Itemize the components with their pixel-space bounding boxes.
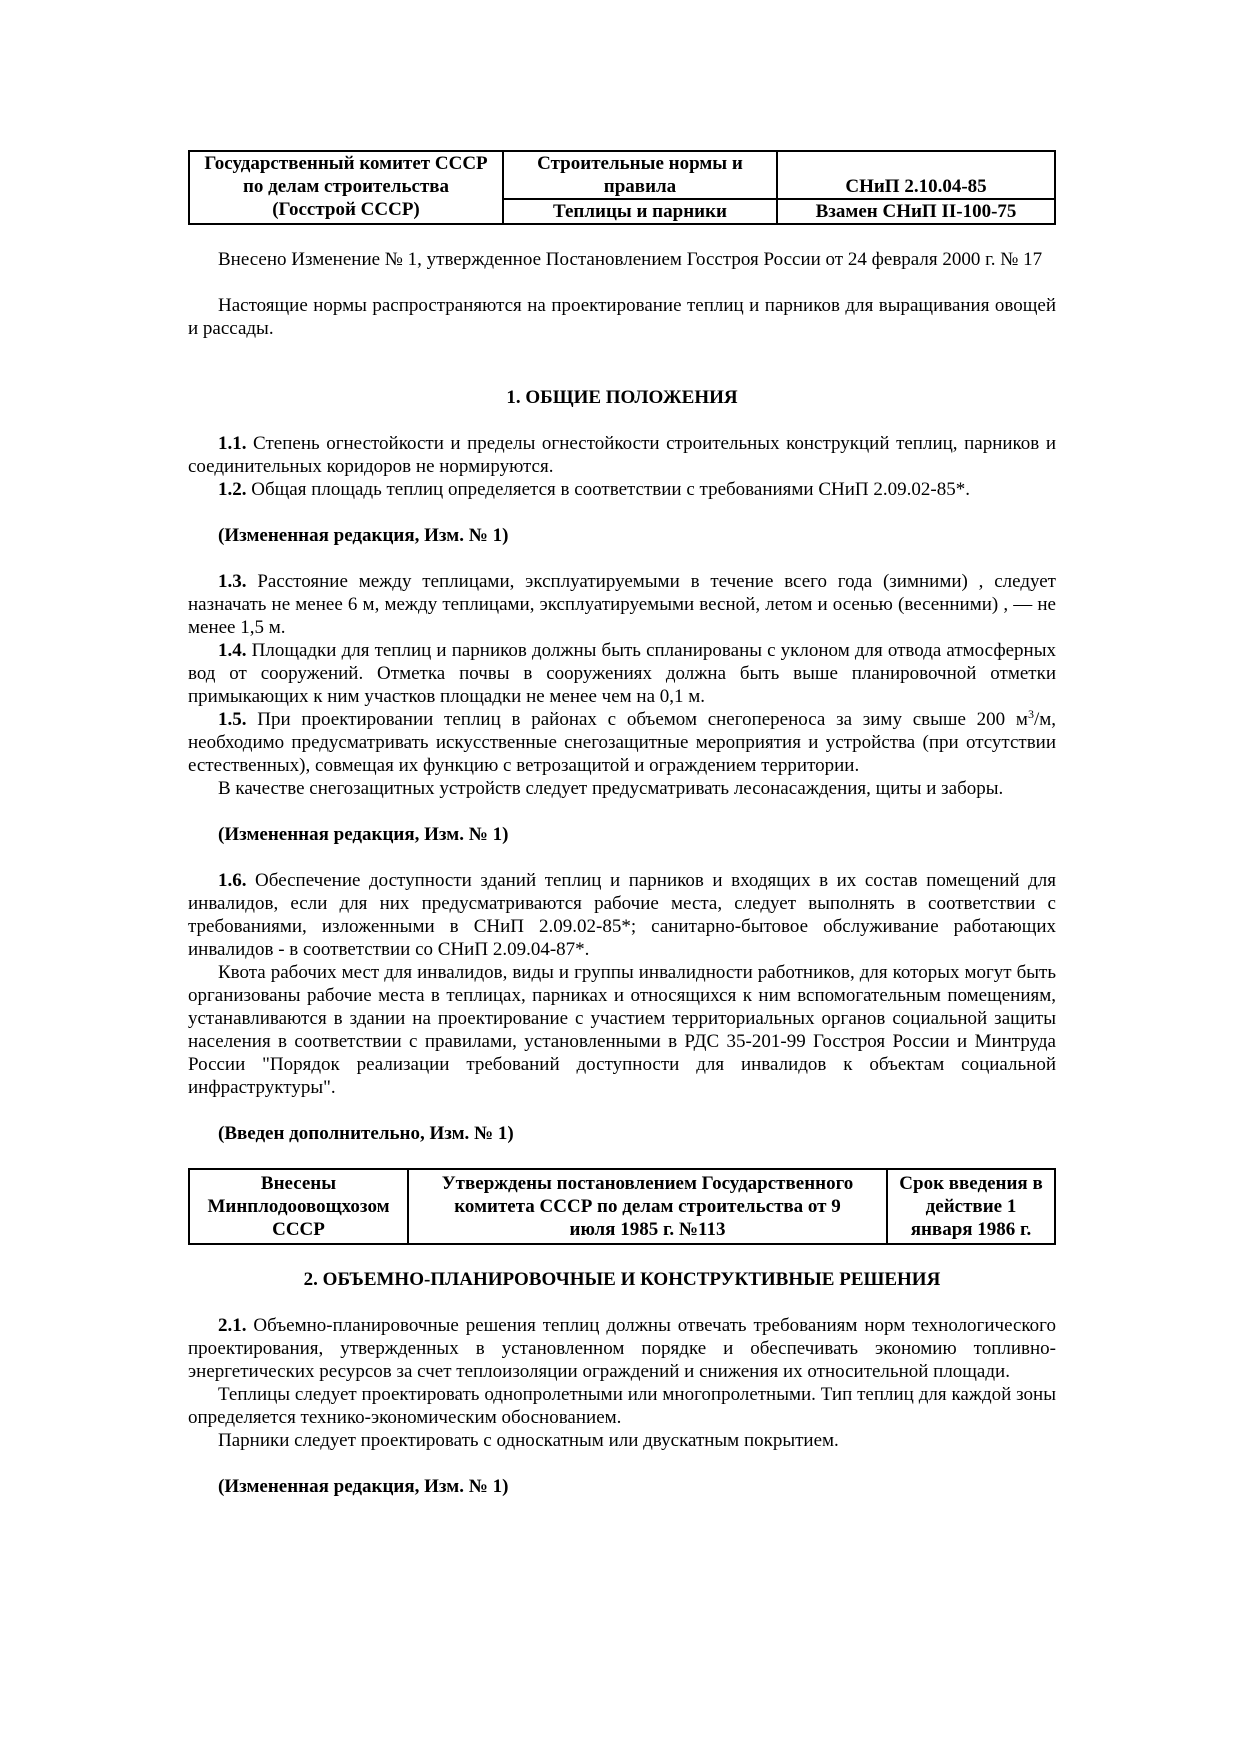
clause-text: Степень огнестойкости и пределы огнестойкости строительных конструкций теплиц, парников и соединительных коридоров не нормируются. [188, 433, 1056, 477]
issuer-line: по делам строительства [242, 176, 450, 197]
addition-note: (Введен дополнительно, Изм. № 1) [218, 1123, 514, 1144]
clause-1-5-continued: В качестве снегозащитных устройств следует предусматривать лесонасаждения, щиты и заборы. [218, 778, 1004, 799]
approved-by-line: июля 1985 г. №113 [569, 1219, 726, 1240]
issuer-cell [189, 151, 503, 224]
amendment-note: Внесено Изменение № 1, утвержденное Постановлением Госстроя России от 24 февраля 2000 г. № 17 [218, 249, 1043, 270]
doc-title: Теплицы и парники [553, 201, 727, 222]
submitted-by-cell [189, 1169, 408, 1244]
clause-text: Расстояние между теплицами, эксплуатируемыми в течение всего года (зимними) , следует назначать не менее 6 м, между теплицами, эксплуатируемыми весной, летом и осенью (весенними) , — не менее 1,5 м. [188, 571, 1056, 638]
clause-text: При проектировании теплиц в районах с объемом снегопереноса за зиму свыше 200 м [246, 709, 1028, 730]
header-table [188, 150, 1056, 225]
approved-by-line: комитета СССР по делам строительства от 9 [454, 1196, 841, 1217]
clause-1-6-continued: Квота рабочих мест для инвалидов, виды и группы инвалидности работников, для которых могут быть организованы рабочие места в теплицах, парниках и относящихся к ним вспомогательным помещениям, устанавливаются в здании на проектирование с участием территориальных органов социальной защиты населения в соответствии с правилами, установленными в РДС 35-201-99 Госстроя России и Минтруда России "Порядок реализации требований доступности для инвалидов к объектам социальной инфраструктуры". [188, 962, 1056, 1098]
clause-text: Объемно-планировочные решения теплиц должны отвечать требованиям норм технологического проектирования, утвержденных в установленном порядке и обеспечивать экономию топливно-энергетических ресурсов за счет теплоизоляции ограждений и снижения их относительной площади. [188, 1315, 1056, 1382]
revision-note: (Измененная редакция, Изм. № 1) [218, 525, 509, 546]
clause-number: 1.6. [218, 870, 247, 891]
clause-2-1-continued: Парники следует проектировать с односкатным или двускатным покрытием. [218, 1430, 839, 1451]
approval-table [188, 1168, 1056, 1245]
clause-text: /м, необходимо предусматривать искусственные снегозащитные мероприятия и устройства (при отсутствии естественных), совмещая их функцию с ветрозащитой и ограждением территории. [188, 709, 1056, 776]
submitted-by-line: СССР [272, 1219, 325, 1240]
section-2-title: 2. ОБЪЕМНО-ПЛАНИРОВОЧНЫЕ И КОНСТРУКТИВНЫЕ РЕШЕНИЯ [303, 1269, 941, 1290]
section-1-title: 1. ОБЩИЕ ПОЛОЖЕНИЯ [506, 387, 738, 408]
issuer-line: (Госстрой СССР) [272, 199, 420, 220]
doc-type-line: Строительные нормы и [537, 153, 743, 174]
clause-1-4 [188, 639, 1056, 708]
clause-number: 1.3. [218, 571, 247, 592]
submitted-by-line: Минплодоовощхозом [207, 1196, 390, 1217]
effective-date-line: января 1986 г. [910, 1219, 1032, 1240]
revision-note: (Измененная редакция, Изм. № 1) [218, 1476, 509, 1497]
replaces-text: Взамен СНиП II-100-75 [815, 201, 1017, 222]
approved-by-cell [408, 1169, 887, 1244]
issuer-line: Государственный комитет СССР [204, 153, 488, 174]
doc-code-cell [777, 151, 1055, 199]
doc-type-line: правила [603, 176, 677, 197]
clause-text: Обеспечение доступности зданий теплиц и парников и входящих в их состав помещений для инвалидов, если для них предусматриваются рабочие места, следует выполнять в соответствии с требованиями, изложенными в СНиП 2.09.02-85*; санитарно-бытовое обслуживание работающих инвалидов - в соответствии со СНиП 2.09.04-87*. [188, 870, 1056, 960]
document-page [188, 150, 1056, 1498]
revision-note: (Измененная редакция, Изм. № 1) [218, 824, 509, 845]
superscript: 3 [1027, 707, 1034, 721]
clause-1-5 [188, 708, 1056, 777]
scope-paragraph: Настоящие нормы распространяются на проектирование теплиц и парников для выращивания овощей и рассады. [188, 295, 1056, 339]
clause-1-1 [188, 432, 1056, 478]
clause-text: Общая площадь теплиц определяется в соответствии с требованиями СНиП 2.09.02-85*. [246, 479, 970, 500]
approved-by-line: Утверждены постановлением Государственного [441, 1173, 854, 1194]
effective-date-line: действие 1 [925, 1196, 1017, 1217]
clause-1-2 [188, 478, 1056, 501]
clause-2-1 [188, 1314, 1056, 1383]
doc-title-cell [503, 199, 777, 224]
clause-number: 1.1. [218, 433, 247, 454]
doc-type-cell [503, 151, 777, 199]
clause-number: 2.1. [218, 1315, 247, 1336]
effective-date-cell [887, 1169, 1055, 1244]
effective-date-line: Срок введения в [899, 1173, 1043, 1194]
clause-text: Площадки для теплиц и парников должны быть спланированы с уклоном для отвода атмосферных вод от сооружений. Отметка почвы в сооружениях должна быть выше планировочной отметки примыкающих к ним участков площадки не менее чем на 0,1 м. [188, 640, 1056, 707]
doc-code: СНиП 2.10.04-85 [845, 176, 987, 197]
clause-1-6 [188, 869, 1056, 961]
clause-1-3 [188, 570, 1056, 639]
submitted-by-line: Внесены [260, 1173, 337, 1194]
clause-2-1-continued: Теплицы следует проектировать однопролетными или многопролетными. Тип теплиц для каждой зоны определяется технико-экономическим обоснованием. [188, 1384, 1056, 1428]
clause-number: 1.4. [218, 640, 247, 661]
replaces-cell [777, 199, 1055, 224]
clause-number: 1.2. [218, 479, 247, 500]
clause-number: 1.5. [218, 709, 247, 730]
